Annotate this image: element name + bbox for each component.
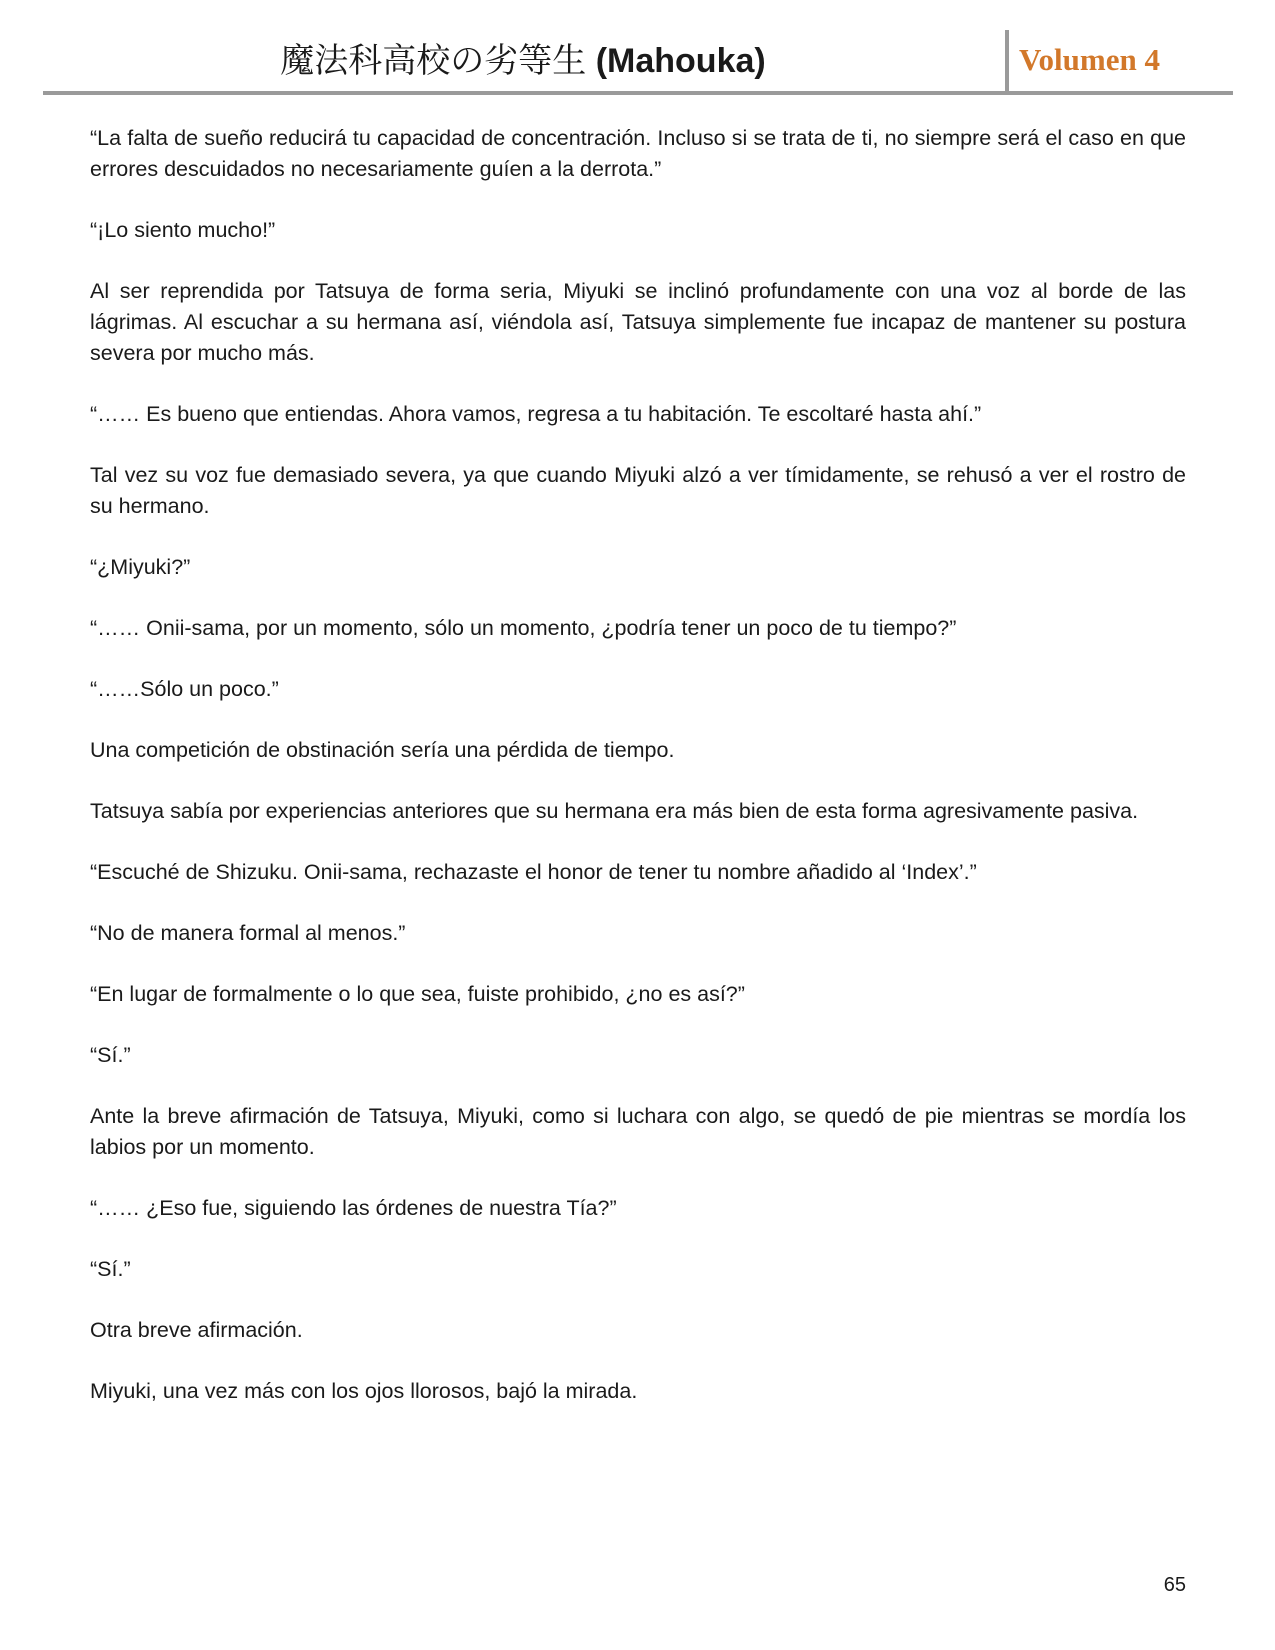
book-title-latin: (Mahouka) xyxy=(595,42,766,80)
paragraph: Ante la breve afirmación de Tatsuya, Miyuki, como si luchara con algo, se quedó de pie mientras se mordía los labios por un momento. xyxy=(90,1104,1186,1159)
paragraph: “……Sólo un poco.” xyxy=(90,677,279,701)
paragraph: Tal vez su voz fue demasiado severa, ya que cuando Miyuki alzó a ver tímidamente, se rehusó a ver el rostro de su hermano. xyxy=(90,463,1186,518)
paragraph: “Escuché de Shizuku. Onii-sama, rechazaste el honor de tener tu nombre añadido al ‘Index’.” xyxy=(90,860,977,884)
paragraph: “…… Onii-sama, por un momento, sólo un momento, ¿podría tener un poco de tu tiempo?” xyxy=(90,616,957,640)
header-divider xyxy=(1005,30,1009,92)
paragraph: Miyuki, una vez más con los ojos llorosos, bajó la mirada. xyxy=(90,1379,638,1403)
book-title xyxy=(43,38,1003,84)
paragraph: “¡Lo siento mucho!” xyxy=(90,218,276,242)
paragraph: “Sí.” xyxy=(90,1257,131,1281)
paragraph: “…… Es bueno que entiendas. Ahora vamos, regresa a tu habitación. Te escoltaré hasta ahí.” xyxy=(90,402,982,426)
paragraph: Tatsuya sabía por experiencias anteriores que su hermana era más bien de esta forma agresivamente pasiva. xyxy=(90,799,1139,823)
page-number: 65 xyxy=(1163,1574,1186,1596)
paragraph: “Sí.” xyxy=(90,1043,131,1067)
paragraph: “La falta de sueño reducirá tu capacidad de concentración. Incluso si se trata de ti, no siempre será el caso en que errores descuidados no necesariamente guíen a la derrota.” xyxy=(90,126,1186,181)
page-body xyxy=(90,123,1186,1437)
header-rule xyxy=(43,91,1233,95)
paragraph: “…… ¿Eso fue, siguiendo las órdenes de nuestra Tía?” xyxy=(90,1196,617,1220)
paragraph: Otra breve afirmación. xyxy=(90,1318,303,1342)
paragraph: “No de manera formal al menos.” xyxy=(90,921,406,945)
book-title-japanese: 魔法科高校の劣等生 xyxy=(280,42,587,80)
volume-label: Volumen 4 xyxy=(1019,42,1160,77)
paragraph: Al ser reprendida por Tatsuya de forma seria, Miyuki se inclinó profundamente con una voz al borde de las lágrimas. Al escuchar a su hermana así, viéndola así, Tatsuya simplemente fue incapaz de mantener su postura severa por mucho más. xyxy=(90,279,1186,365)
paragraph: Una competición de obstinación sería una pérdida de tiempo. xyxy=(90,738,675,762)
page-header xyxy=(43,30,1233,96)
paragraph: “En lugar de formalmente o lo que sea, fuiste prohibido, ¿no es así?” xyxy=(90,982,745,1006)
paragraph: “¿Miyuki?” xyxy=(90,555,191,579)
